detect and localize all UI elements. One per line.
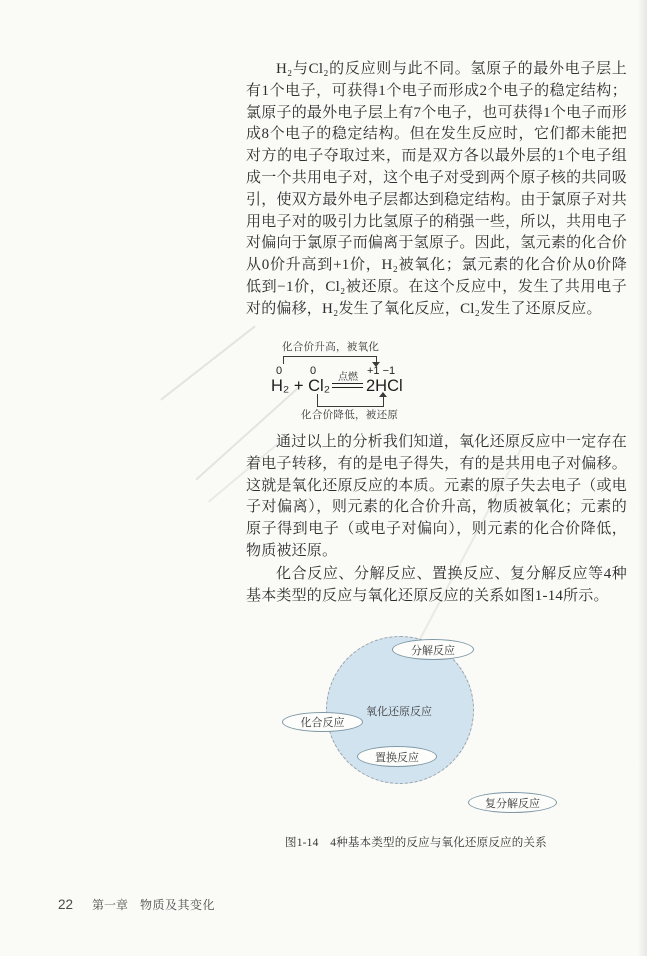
reduction-annotation: 化合价降低，被还原 [301,410,399,421]
ellipse-combination-reaction: 化合反应 [282,712,363,732]
ellipse-decomposition-reaction: 分解反应 [392,639,474,660]
equation-condition-ignite: 点燃 [338,372,358,383]
equation-product: 2HCl [366,377,403,395]
paragraph-h2-cl2-reaction: H₂与Cl₂的反应则与此不同。氢原子的最外电子层上有1个电子，可获得1个电子而形成2个电子的稳定结构；氯原子的最外电子层上有7个电子，也可获得1个电子而形成8个电子的稳定结构。但在发生反应时，它们都未能把对方的电子夺取过来，而是双方各以最外层的1个电子组成一个共用电子对，这个电子对受到两个原子核的共同吸引，使双方最外电子层都达到稳定结构。由于氯原子对共用电子对的吸引力比氢原子的稍强一些，所以，共用电子对偏向于氯原子而偏离于氢原子。因此，氢元素的化合价从0价升高到+1价，H₂被氧化；氯元素的化合价从0价降低到−1价，Cl₂被还原。在这个反应中，发生了共用电子对的偏移，H₂发生了氧化反应，Cl₂发生了还原反应。 [246,61,627,317]
reduction-bracket-line [317,394,384,407]
paragraph-redox-essence: 通过以上的分析我们知道，氧化还原反应中一定存在着电子转移，有的是电子得失，有的是共用电子对偏移。这就是氧化还原反应的本质。元素的原子失去电子（或电子对偏离），则元素的化合价升高，物质被氧化；元素的原子得到电子（或电子对偏向），则元素的化合价降低，物质被还原。 [246,434,627,559]
equation-reactants: H₂ + Cl₂ [271,377,331,395]
ellipse-metathesis-reaction: 复分解反应 [468,792,557,813]
page-number: 22 [58,897,74,912]
oxidation-state-h2: 0 [276,365,283,377]
redox-circle-label: 氧化还原反应 [366,706,432,718]
oxidation-state-cl2: 0 [310,365,317,377]
figure-caption: 图1-14 4种基本类型的反应与氧化还原反应的关系 [285,837,547,849]
ellipse-displacement-reaction: 置换反应 [357,746,437,767]
oxidation-bracket-line [283,356,377,364]
paragraph-four-reaction-types: 化合反应、分解反应、置换反应、复分解反应等4种基本类型的反应与氧化还原反应的关系如图1-14所示。 [246,566,627,604]
chapter-title: 物质及其变化 [140,898,216,912]
watermark-stroke [160,325,256,400]
page-edge-shadow [638,0,647,956]
oxidation-state-hcl: +1 −1 [367,365,396,377]
equals-double-line [332,383,363,388]
oxidation-annotation: 化合价升高，被氧化 [282,342,380,353]
page-footer [58,896,215,913]
chapter-label: 第一章 [92,898,129,912]
arrow-up-icon [379,392,387,397]
